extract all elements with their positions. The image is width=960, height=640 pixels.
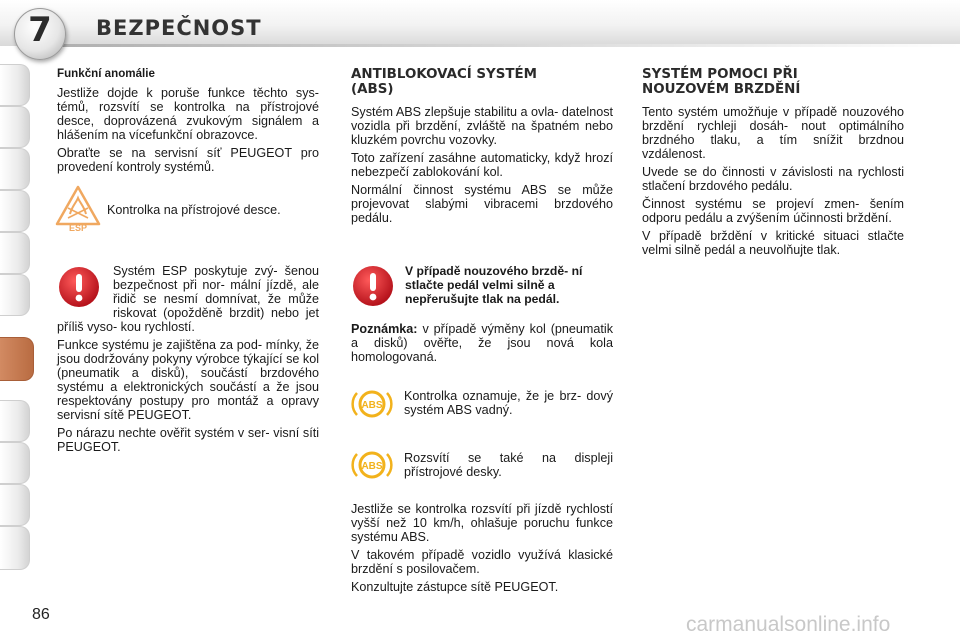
abs-icon-label: ABS (361, 400, 383, 411)
page-title: BEZPEČNOST (96, 16, 262, 40)
chapter-tab-5[interactable] (0, 232, 30, 274)
assist-paragraph-2: Uvede se do činnosti v závislosti na rychlosti stlačení brzdového pedálu. (642, 165, 904, 193)
abs-paragraph-1: Systém ABS zlepšuje stabilitu a ovla- datelnost vozidla při brzdění, zvláště na špatném nebo kluzkém povrchu vozovky. (351, 105, 613, 147)
abs-icon-label: ABS (361, 461, 383, 472)
service-paragraph: Obraťte se na servisní síť PEUGEOT pro provedení kontroly systémů. (57, 146, 319, 174)
assist-title-line1: SYSTÉM POMOCI PŘI (642, 67, 798, 82)
assist-title-line2: NOUZOVÉM BRZDĚNÍ (642, 82, 801, 97)
abs-paragraph-5: V takovém případě vozidlo využívá klasické brzdění s posilovačem. (351, 548, 613, 576)
anomaly-subheading: Funkční anomálie (57, 67, 155, 80)
middle-column-top (351, 67, 613, 229)
chapter-tab-3[interactable] (0, 148, 30, 190)
note-text: v případě výměny kol (pneumatik a disků) ověřte, že jsou nová kola homologovaná. (351, 322, 613, 364)
emergency-braking-warning: V případě nouzového brzdě- ní stlačte pedál velmi silně a nepřerušujte tlak na pedál. (405, 264, 583, 306)
abs-paragraph-6: Konzultujte zástupce sítě PEUGEOT. (351, 580, 559, 594)
esp-safety-warning-text: Systém ESP poskytuje zvý- šenou bezpečnost při nor- mální jízdě, ale řidič se nesmí domnívat, že může riskovat (opožděně brzdit) nebo jet příliš vyso- kou rychlostí. (57, 264, 319, 334)
abs-title-line2: (ABS) (351, 82, 394, 97)
assist-paragraph-1: Tento systém umožňuje v případě nouzového brzdění rychleji dosáh- nout optimálního brzdného tlaku, a tím snížit brzdnou vzdálenost. (642, 105, 904, 161)
assist-paragraph-4: V případě brždění v kritické situaci stlačte velmi silně pedál a neuvolňujte tlak. (642, 229, 904, 257)
page-number: 86 (32, 606, 50, 623)
chapter-tab-7-active[interactable] (0, 337, 34, 381)
abs-section-title (351, 67, 613, 97)
right-column (642, 67, 904, 261)
assist-paragraph-3: Činnost systému se projeví zmen- šením odporu pedálu a zvýšením účinnosti brždění. (642, 197, 904, 225)
chapter-tab-1[interactable] (0, 64, 30, 106)
warning-exclamation-icon (351, 264, 395, 308)
chapter-tab-2[interactable] (0, 106, 30, 148)
abs-title-line1: ANTIBLOKOVACÍ SYSTÉM (351, 67, 538, 82)
abs-paragraph-2: Toto zařízení zasáhne automaticky, když hrozí nebezpečí zablokování kol. (351, 151, 613, 179)
after-crash-paragraph: Po nárazu nechte ověřit systém v ser- visní síti PEUGEOT. (57, 426, 319, 454)
chapter-number: 7 (28, 10, 52, 50)
chapter-tab-10[interactable] (0, 484, 30, 526)
esp-caption: Kontrolka na přístrojové desce. (107, 203, 281, 217)
middle-column-bottom (351, 502, 613, 598)
esp-warning-icon (54, 184, 102, 232)
watermark: carmanualsonline.info (686, 613, 891, 636)
chapter-tab-9[interactable] (0, 442, 30, 484)
left-column-bottom (57, 264, 319, 458)
note-paragraph (351, 322, 613, 364)
conditions-paragraph: Funkce systému je zajištěna za pod- mínky, že jsou dodržovány pokyny výrobce týkající se kol (pneumatik a disků), součástí brzdového systému a elektronických součástí a že jsou respektovány postupy pro montáž a opravy servisní sítě PEUGEOT. (57, 338, 319, 422)
anomaly-paragraph: Jestliže dojde k poruše funkce těchto sys- témů, rozsvítí se kontrolka na přístrojové desce, doprovázená zvukovým signálem a hlášením na vícefunkční obrazovce. (57, 86, 319, 142)
esp-safety-warning (57, 264, 319, 334)
header-underline (60, 44, 960, 47)
abs-caption-2: Rozsvítí se také na displeji přístrojové desky. (404, 451, 613, 479)
chapter-tab-8[interactable] (0, 400, 30, 442)
abs-caption-1: Kontrolka oznamuje, že je brz- dový systém ABS vadný. (404, 389, 613, 417)
chapter-tab-6[interactable] (0, 274, 30, 316)
warning-float-spacer (57, 264, 113, 318)
abs-paragraph-3: Normální činnost systému ABS se může projevovat slabými vibracemi brzdového pedálu. (351, 183, 613, 225)
left-column-top (57, 67, 319, 178)
abs-display-icon (350, 447, 394, 483)
esp-icon-label: ESP (68, 223, 88, 232)
abs-paragraph-4: Jestliže se kontrolka rozsvítí při jízdě rychlostí vyšší než 10 km/h, ohlašuje poruchu funkce systému ABS. (351, 502, 613, 544)
abs-warning-light-icon (350, 386, 394, 422)
note-label: Poznámka: (351, 322, 418, 336)
chapter-tab-4[interactable] (0, 190, 30, 232)
chapter-tab-11[interactable] (0, 526, 30, 570)
emergency-assist-section-title (642, 67, 904, 97)
